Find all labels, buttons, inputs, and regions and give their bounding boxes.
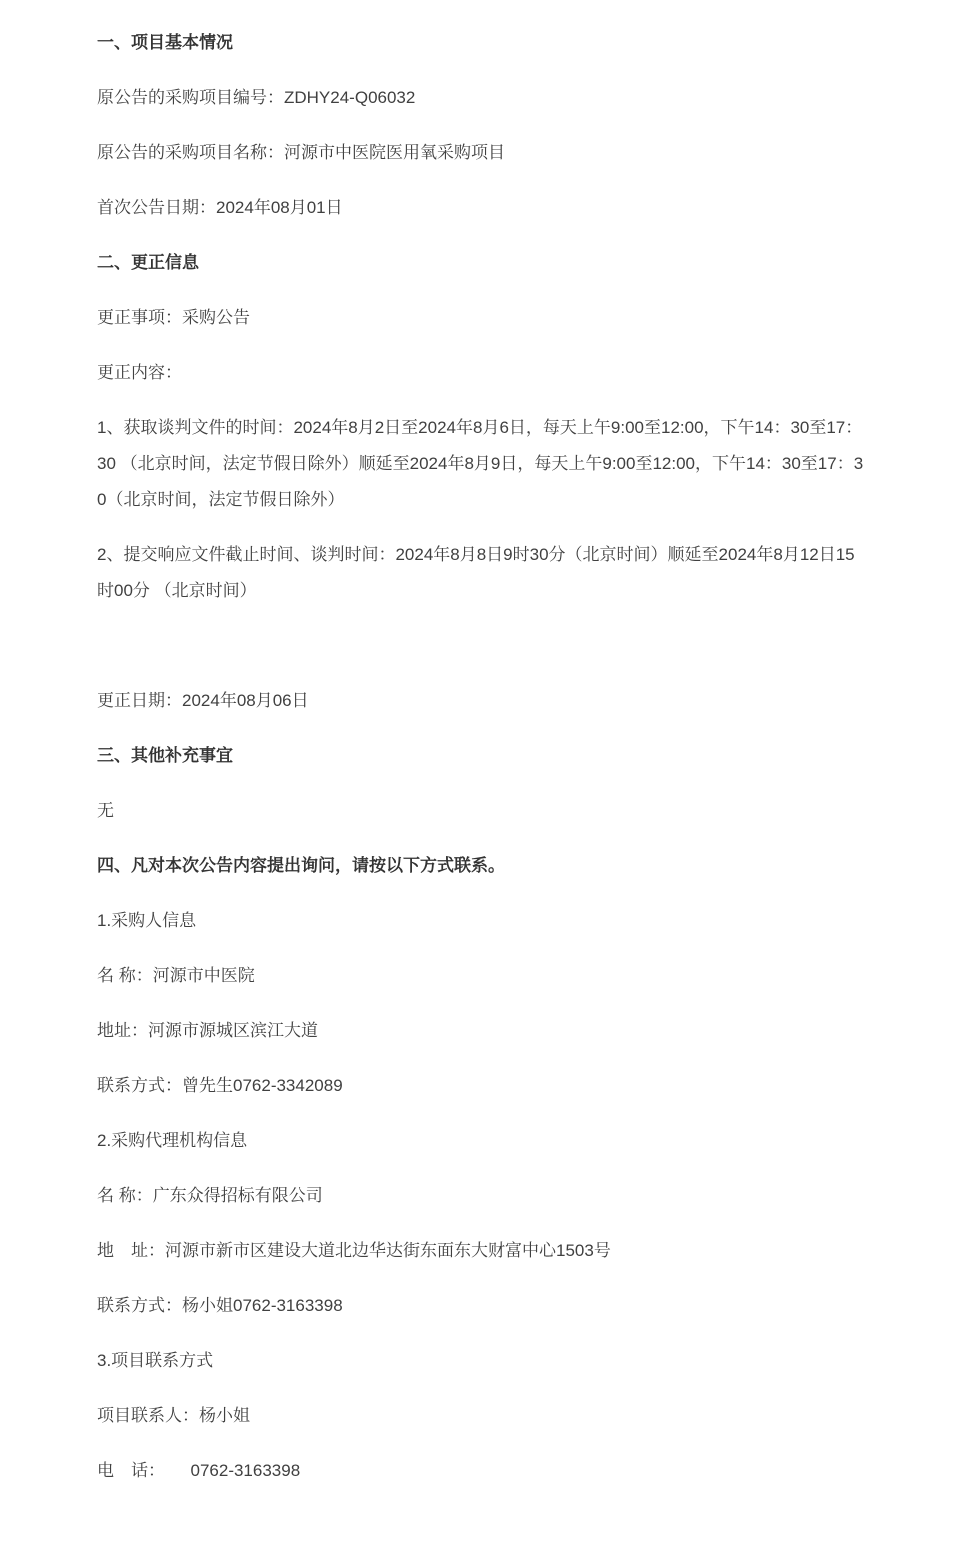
project-contact-label: 3.项目联系方式 [97, 1351, 214, 1370]
section-heading-contact: 四、凡对本次公告内容提出询问，请按以下方式联系。 [97, 856, 505, 875]
purchaser-info-label: 1.采购人信息 [97, 911, 197, 930]
project-contact-phone: 电 话： 0762-3163398 [97, 1461, 301, 1480]
field-original-project-name: 原公告的采购项目名称：河源市中医院医用氧采购项目 [97, 143, 505, 162]
field-original-project-number: 原公告的采购项目编号：ZDHY24-Q06032 [97, 88, 416, 107]
purchaser-contact: 联系方式：曾先生0762-3342089 [97, 1076, 343, 1095]
field-other-matters-content: 无 [97, 801, 114, 820]
purchaser-name: 名 称：河源市中医院 [97, 966, 255, 985]
section-heading-correction-info: 二、更正信息 [97, 253, 199, 272]
field-correction-content-1: 1、获取谈判文件的时间：2024年8月2日至2024年8月6日，每天上午9:00至12:00，下午14：30至17：30 （北京时间，法定节假日除外）顺延至2024年8月9日，每天上午9:00至12:00，下午14：30至17：30（北京时间，法定节假日除外） [97, 418, 864, 509]
field-correction-item: 更正事项：采购公告 [97, 308, 250, 327]
project-contact-person: 项目联系人：杨小姐 [97, 1406, 250, 1425]
agency-info-label: 2.采购代理机构信息 [97, 1131, 248, 1150]
agency-contact: 联系方式：杨小姐0762-3163398 [97, 1296, 343, 1315]
field-correction-date: 更正日期：2024年08月06日 [97, 691, 309, 710]
section-heading-basic-info: 一、项目基本情况 [97, 33, 233, 52]
section-heading-other-matters: 三、其他补充事宜 [97, 746, 233, 765]
agency-address: 地 址：河源市新市区建设大道北边华达街东面东大财富中心1503号 [97, 1241, 611, 1260]
field-first-announcement-date: 首次公告日期：2024年08月01日 [97, 198, 343, 217]
empty-line [97, 628, 870, 664]
agency-name: 名 称：广东众得招标有限公司 [97, 1186, 323, 1205]
field-correction-content-label: 更正内容： [97, 363, 182, 382]
field-correction-content-2: 2、提交响应文件截止时间、谈判时间：2024年8月8日9时30分（北京时间）顺延至2024年8月12日15时00分 （北京时间） [97, 545, 855, 600]
purchaser-address: 地址：河源市源城区滨江大道 [97, 1021, 318, 1040]
